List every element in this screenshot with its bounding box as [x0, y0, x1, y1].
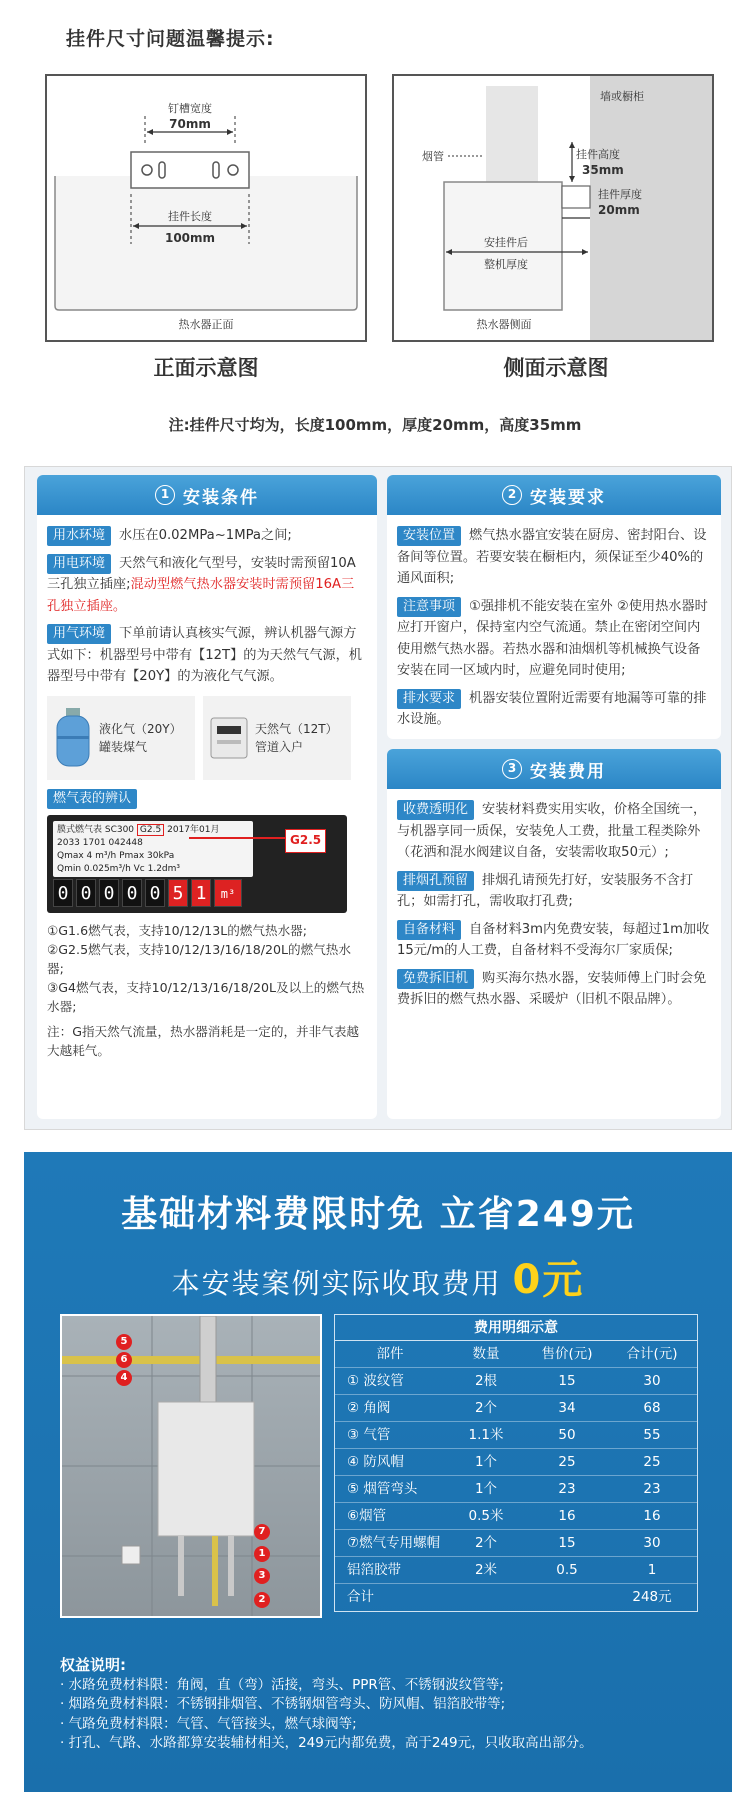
fee-table-title: 费用明细示意 [335, 1315, 697, 1341]
fees-title: 安装费用 [530, 761, 606, 782]
promo-sub-prefix: 本安装案例实际收取费用 [171, 1267, 513, 1300]
power-tag: 用电环境 [47, 554, 111, 574]
subtotal-cell: 25 [643, 1454, 661, 1470]
table-row [335, 1557, 697, 1584]
table-header-cell: 部件 [376, 1346, 404, 1362]
part-cell: ② 角阀 [347, 1400, 391, 1416]
water-text: 水压在0.02MPa~1MPa之间; [119, 528, 292, 543]
ng-line1: 天然气（12T） [255, 721, 338, 736]
total-label: 合计 [347, 1589, 374, 1605]
tips-title: 挂件尺寸问题温馨提示: [66, 28, 275, 50]
meter-serial: 2033 1701 042448 [57, 838, 143, 848]
qty-cell: 2个 [474, 1400, 498, 1416]
conditions-header [37, 475, 377, 515]
meter-date: 2017年01月 [167, 825, 220, 835]
table-row [335, 1422, 697, 1449]
meter-callout: G2.5 [285, 829, 326, 853]
ng-line2: 管道入户 [255, 739, 304, 754]
fees-header [387, 749, 721, 789]
meter-digit: 0 [76, 879, 96, 907]
table-row [335, 1476, 697, 1503]
table-header-cell: 数量 [472, 1346, 500, 1362]
subtotal-cell: 16 [643, 1508, 661, 1524]
drain-text: 机器安装位置附近需要有地漏等可靠的排水设施。 [397, 690, 707, 727]
qty-cell: 1个 [474, 1481, 498, 1497]
price-cell: 25 [558, 1454, 576, 1470]
meter-plate [53, 821, 253, 877]
requirements-title: 安装要求 [530, 487, 606, 508]
meter-digit: 1 [191, 879, 211, 907]
subtotal-cell: 1 [647, 1562, 657, 1578]
water-tag: 用水环境 [47, 526, 111, 546]
promo-sub-amount: 0元 [512, 1257, 585, 1303]
part-cell: ① 波纹管 [347, 1373, 404, 1389]
hanger-length-value: 100mm [164, 231, 216, 245]
hanger-height-value: 35mm [582, 163, 624, 177]
fee-detail-table [334, 1314, 698, 1612]
lpg-card [47, 696, 195, 780]
heater-front-label: 热水器正面 [178, 318, 234, 331]
benefits-title: 权益说明: [60, 1656, 126, 1674]
transparent-text: 安装材料费实用实收，价格全国统一，与机器享同一质保，安装免人工费，批量工程类除外（花洒和混水阀建议自备，安装需收取50元）; [397, 802, 707, 860]
install-requirements-section [387, 475, 721, 739]
price-cell: 0.5 [556, 1562, 578, 1578]
power-para [47, 553, 367, 618]
removal-para [397, 968, 711, 1011]
hanger-side [562, 186, 590, 208]
lpg-line2: 罐装煤气 [99, 739, 148, 754]
front-diagram-svg [47, 76, 365, 340]
gas-tank-icon [53, 706, 93, 770]
meter-qmin: Qmin 0.025m³/h Vc 1.2dm³ [57, 864, 181, 874]
subtotal-cell: 55 [643, 1427, 661, 1443]
removal-text: 购买海尔热水器，安装师傅上门时会免费拆旧的燃气热水器、采暖炉（旧机不限品牌）。 [397, 970, 707, 1007]
price-cell: 34 [558, 1400, 576, 1416]
side-diagram [392, 74, 714, 342]
meter-tag: 燃气表的辨认 [47, 789, 137, 809]
flue-label: 烟管 [422, 150, 444, 163]
water-para [47, 525, 367, 547]
benefit-line: · 水路免费材料限：角阀，直（弯）活接，弯头、PPR管、不锈钢波纹管等; [60, 1676, 504, 1693]
price-cell: 15 [558, 1535, 576, 1551]
meter-digit: 0 [122, 879, 142, 907]
benefit-line: · 打孔、气路、水路都算安装辅材相关，249元内都免费，高于249元，只收取高出部分。 [60, 1735, 593, 1751]
part-cell: ⑤ 烟管弯头 [347, 1481, 418, 1497]
front-caption: 正面示意图 [153, 356, 259, 380]
transparent-para [397, 799, 711, 864]
promo-subtitle [24, 1248, 732, 1305]
location-text: 燃气热水器宜安装在厨房、密封阳台、设备间等位置。若要安装在橱柜内，须保证至少40%的通风面积; [397, 528, 707, 586]
location-tag: 安装位置 [397, 526, 461, 546]
self-text: 自备材料3m内免费安装，每超过1m加收15元/m的人工费，自备材料不受海尔厂家质保; [397, 921, 710, 958]
benefit-line: · 气路免费材料限：气管、气管接头，燃气球阀等; [60, 1715, 357, 1732]
photo-marker: 6 [116, 1352, 132, 1368]
qty-cell: 2个 [474, 1535, 498, 1551]
table-row [335, 1368, 697, 1395]
hanger-height-label: 挂件高度 [576, 148, 620, 161]
price-cell: 15 [558, 1373, 576, 1389]
removal-tag: 免费拆旧机 [397, 969, 474, 989]
part-cell: ④ 防风帽 [347, 1454, 404, 1470]
promo-title: 基础材料费限时免 立省249元 [121, 1194, 635, 1235]
side-diagram-svg [394, 76, 712, 340]
gas-meter-image [47, 815, 347, 913]
attention-text: ①强排机不能安装在室外 ②使用热水器时应打开窗户，保持室内空气流通。禁止在密闭空间内使用燃气热水器。若热水器和油烟机等机械换气设备安装在同一区域内时，应避免同时使用; [397, 598, 708, 678]
price-cell: 50 [558, 1427, 576, 1443]
photo-marker: 7 [254, 1524, 270, 1540]
qty-cell: 2米 [474, 1562, 498, 1578]
table-row [335, 1530, 697, 1557]
qty-cell: 0.5米 [468, 1508, 504, 1524]
meter-qmax: Qmax 4 m³/h Pmax 30kPa [57, 851, 175, 861]
power-red-text: 混动型燃气热水器安装时需预留16A三孔独立插座。 [47, 577, 355, 614]
photo-marker: 4 [116, 1370, 132, 1386]
conditions-title: 安装条件 [183, 487, 259, 508]
part-cell: ⑥烟管 [347, 1508, 387, 1524]
after-install-line1: 安挂件后 [484, 236, 528, 249]
meter-digit: 0 [53, 879, 73, 907]
callout-line [189, 837, 285, 839]
heater-side-label: 热水器侧面 [476, 318, 532, 331]
subtotal-cell: 23 [643, 1481, 661, 1497]
meter-digits [53, 879, 242, 907]
installation-photo [60, 1314, 322, 1618]
meter-digit: 5 [168, 879, 188, 907]
ng-card [203, 696, 351, 780]
price-cell: 23 [558, 1481, 576, 1497]
front-diagram [45, 74, 367, 342]
install-fees-section [387, 749, 721, 1119]
g-note: 注：G指天然气流量，热水器消耗是一定的，并非气表越大越耗气。 [47, 1024, 360, 1058]
benefits-section [60, 1656, 593, 1754]
meter-brand: 膜式燃气表 SC300 [57, 825, 135, 835]
table-header-cell: 合计(元) [626, 1346, 678, 1362]
qty-cell: 1.1米 [468, 1427, 504, 1443]
subtotal-cell: 30 [643, 1373, 661, 1389]
part-cell: ③ 气管 [347, 1427, 391, 1443]
size-note: 注:挂件尺寸均为，长度100mm，厚度20mm，高度35mm [168, 416, 582, 434]
conditions-number: 1 [155, 485, 175, 505]
part-cell: 铝箔胶带 [347, 1562, 401, 1578]
meter-g: G2.5 [137, 824, 164, 836]
requirements-number: 2 [502, 485, 522, 505]
install-panel [24, 466, 732, 1130]
lpg-line1: 液化气（20Y） [99, 721, 182, 736]
drain-tag: 排水要求 [397, 689, 461, 709]
gas-tag: 用气环境 [47, 624, 111, 644]
hole-para [397, 870, 711, 913]
photo-marker: 2 [254, 1592, 270, 1608]
gas-meter-icon [209, 714, 249, 762]
slot-width-value: 70mm [169, 117, 211, 131]
subtotal-cell: 68 [643, 1400, 661, 1416]
table-row [335, 1449, 697, 1476]
promo-banner [24, 1152, 732, 1792]
meter-digit: 0 [99, 879, 119, 907]
hole-tag: 排烟孔预留 [397, 871, 474, 891]
price-cell: 16 [558, 1508, 576, 1524]
g-list [47, 921, 367, 1060]
transparent-tag: 收费透明化 [397, 800, 474, 820]
g-line: ②G2.5燃气表，支持10/12/13/16/18/20L的燃气热水器; [47, 942, 351, 976]
benefit-line: · 烟路免费材料限：不锈钢排烟管、不锈钢烟管弯头、防风帽、铝箔胶带等; [60, 1696, 506, 1712]
hole-text: 排烟孔请预先打好，安装服务不含打孔；如需打孔，需收取打孔费; [397, 872, 694, 909]
meter-digit: 0 [145, 879, 165, 907]
meter-unit: m³ [214, 879, 242, 907]
subtotal-cell: 30 [643, 1535, 661, 1551]
table-total-row [335, 1584, 697, 1611]
table-header-row [335, 1341, 697, 1368]
table-row [335, 1503, 697, 1530]
slot-width-label: 钉槽宽度 [168, 102, 212, 115]
qty-cell: 1个 [474, 1454, 498, 1470]
side-caption: 侧面示意图 [503, 356, 609, 380]
hanger-plate [131, 152, 249, 188]
hanger-thickness-value: 20mm [598, 203, 640, 217]
gas-cards [47, 696, 367, 780]
photo-marker: 1 [254, 1546, 270, 1562]
after-install-line2: 整机厚度 [484, 258, 528, 271]
attention-para [397, 596, 711, 682]
self-tag: 自备材料 [397, 920, 461, 940]
wall-label: 墙或橱柜 [600, 90, 644, 103]
qty-cell: 2根 [474, 1373, 498, 1389]
part-cell: ⑦燃气专用螺帽 [347, 1535, 441, 1551]
installation-photo-svg [62, 1316, 320, 1616]
total-value: 248元 [632, 1589, 672, 1605]
fees-number: 3 [502, 759, 522, 779]
location-para [397, 525, 711, 590]
g-line: ①G1.6燃气表，支持10/12/13L的燃气热水器; [47, 923, 308, 938]
gas-text: 下单前请认真核实气源，辨认机器气源方式如下：机器型号中带有【12T】的为天然气气源，机器型号中带有【20Y】的为液化气气源。 [47, 626, 362, 684]
requirements-header [387, 475, 721, 515]
self-para [397, 919, 711, 962]
gas-para [47, 623, 367, 688]
photo-marker: 5 [116, 1334, 132, 1350]
install-conditions-section [37, 475, 377, 1119]
table-header-cell: 售价(元) [541, 1346, 593, 1362]
hanger-thickness-label: 挂件厚度 [598, 188, 642, 201]
photo-marker: 3 [254, 1568, 270, 1584]
drain-para [397, 688, 711, 731]
g-line: ③G4燃气表，支持10/12/13/16/18/20L及以上的燃气热水器; [47, 980, 365, 1014]
attention-tag: 注意事项 [397, 597, 461, 617]
power-text: 天然气和液化气型号，安装时需预留10A三孔独立插座; [47, 555, 356, 592]
flue-shape [486, 86, 538, 182]
table-row [335, 1395, 697, 1422]
hanger-length-label: 挂件长度 [168, 210, 212, 223]
